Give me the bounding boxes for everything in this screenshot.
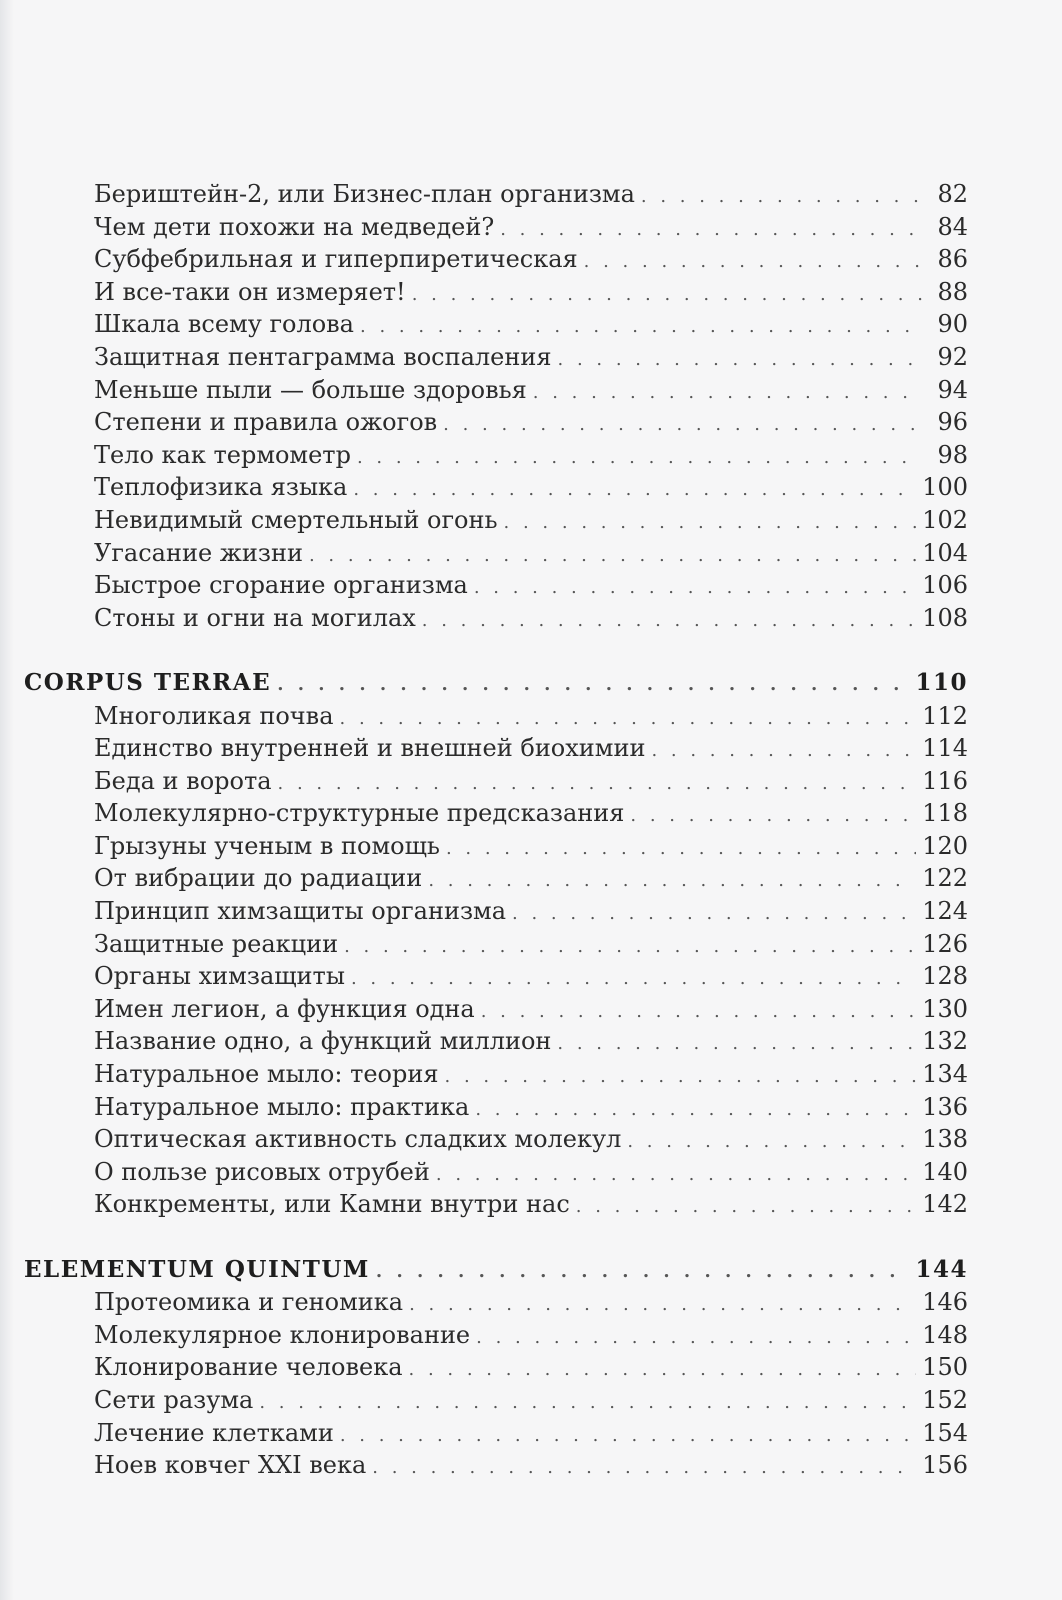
toc-entry-title: Молекулярно-структурные предсказания <box>94 799 625 828</box>
toc-entry <box>24 178 968 211</box>
dot-leader <box>504 507 917 540</box>
toc-entry-page: 134 <box>922 1060 968 1089</box>
toc-entry-title: Протеомика и геномика <box>94 1288 404 1317</box>
dot-leader <box>351 963 916 996</box>
toc-entry <box>24 504 968 537</box>
toc-entry <box>24 1319 968 1352</box>
toc-entry <box>24 211 968 244</box>
dot-leader <box>558 344 922 377</box>
toc-entry <box>24 439 968 472</box>
toc-entry <box>24 569 968 602</box>
toc-entry-title: Защитная пентаграмма воспаления <box>94 342 552 371</box>
toc-entry-page: 136 <box>922 1092 968 1121</box>
toc-entry <box>24 862 968 895</box>
toc-entry <box>24 406 968 439</box>
toc-entry-page: 94 <box>937 375 968 404</box>
dot-leader <box>641 181 922 214</box>
section-spacer <box>24 1221 968 1254</box>
toc-entry <box>24 1417 968 1450</box>
toc-entry <box>24 537 968 570</box>
toc-entry-page: 108 <box>922 603 968 632</box>
toc-entry-page: 84 <box>937 212 968 241</box>
toc-entry-title: Многоликая почва <box>94 701 334 730</box>
toc-entry <box>24 374 968 407</box>
toc-entry-page: 156 <box>922 1451 968 1480</box>
toc-entry <box>24 928 968 961</box>
toc-entry-title: Натуральное мыло: теория <box>94 1060 439 1089</box>
dot-leader <box>557 1028 916 1061</box>
toc-entry <box>24 471 968 504</box>
toc-entry-title: Стоны и огни на могилах <box>94 603 416 632</box>
toc-entry-title: И все-таки он измеряет! <box>94 277 406 306</box>
toc-entry <box>24 830 968 863</box>
dot-leader <box>422 605 916 638</box>
toc-entry-title: Имен легион, а функция одна <box>94 994 475 1023</box>
dot-leader <box>475 1094 916 1127</box>
page-edge-shadow <box>0 0 14 1600</box>
toc-entry <box>24 1156 968 1189</box>
dot-leader <box>309 540 916 573</box>
toc-entry <box>24 1123 968 1156</box>
dot-leader <box>576 1191 916 1224</box>
toc-entry <box>24 1058 968 1091</box>
toc-entry-page: 96 <box>937 408 968 437</box>
toc-entry <box>24 1025 968 1058</box>
toc-entry <box>24 341 968 374</box>
toc-entry-title: Грызуны ученым в помощь <box>94 831 440 860</box>
toc-entry-title: Ноев ковчег XXI века <box>94 1451 367 1480</box>
toc-entry-page: 86 <box>937 245 968 274</box>
toc-entry-page: 150 <box>922 1353 968 1382</box>
dot-leader <box>428 865 916 898</box>
toc-entry <box>24 602 968 635</box>
toc-entry <box>24 993 968 1026</box>
toc-entry-page: 142 <box>922 1190 968 1219</box>
toc-entry <box>24 1449 968 1482</box>
toc-section-heading <box>24 1254 968 1287</box>
toc-entry-title: Шкала всему голова <box>94 310 354 339</box>
dot-leader <box>476 1322 916 1355</box>
dot-leader <box>357 442 922 475</box>
toc-entry <box>24 1351 968 1384</box>
toc-entry-title: От вибрации до радиации <box>94 864 423 893</box>
toc-entry-title: О пользе рисовых отрубей <box>94 1157 430 1186</box>
dot-leader <box>360 311 922 344</box>
toc-entry-title: Оптическая активность сладких молекул <box>94 1125 622 1154</box>
dot-leader <box>259 1387 916 1420</box>
toc-entry-title: Бериштейн-2, или Бизнес-план организма <box>94 180 635 208</box>
toc-entry-page: 154 <box>922 1418 968 1447</box>
toc-entry-title: Чем дети похожи на медведей? <box>94 212 495 241</box>
toc-entry-page: 146 <box>922 1288 968 1317</box>
toc-entry-title: Лечение клетками <box>94 1418 334 1447</box>
dot-leader <box>500 214 922 247</box>
toc-entry-page: 116 <box>922 766 968 795</box>
dot-leader <box>412 279 922 312</box>
toc-entry-page: 104 <box>922 538 968 567</box>
dot-leader <box>278 768 917 801</box>
dot-leader <box>277 669 909 702</box>
toc-entry-page: 122 <box>922 864 968 893</box>
dot-leader <box>409 1354 917 1387</box>
dot-leader <box>474 572 916 605</box>
toc-entry-title: Теплофизика языка <box>94 473 348 502</box>
toc-entry <box>24 797 968 830</box>
toc-entry <box>24 1091 968 1124</box>
table-of-contents <box>24 178 968 1482</box>
toc-entry-title: Сети разума <box>94 1385 254 1414</box>
toc-entry-page: 102 <box>922 505 968 534</box>
toc-section-page: 110 <box>915 668 968 696</box>
toc-entry-title: Конкременты, или Камни внутри нас <box>94 1190 570 1219</box>
dot-leader <box>372 1452 916 1485</box>
toc-entry <box>24 1286 968 1319</box>
toc-entry-title: Субфебрильная и гиперпиретическая <box>94 245 578 274</box>
dot-leader <box>344 931 916 964</box>
toc-entry-title: Единство внутренней и внешней биохимии <box>94 734 646 763</box>
toc-entry-page: 140 <box>922 1157 968 1186</box>
toc-entry-title: Молекулярное клонирование <box>94 1320 471 1349</box>
toc-section-title: ELEMENTUM QUINTUM <box>24 1255 370 1283</box>
toc-entry-page: 92 <box>937 342 968 371</box>
toc-entry-page: 120 <box>922 831 968 860</box>
dot-leader <box>446 833 916 866</box>
toc-section-heading <box>24 667 968 700</box>
toc-entry-title: Клонирование человека <box>94 1353 403 1382</box>
section-spacer <box>24 634 968 667</box>
toc-entry-page: 90 <box>937 310 968 339</box>
toc-entry <box>24 1384 968 1417</box>
toc-entry-page: 128 <box>922 962 968 991</box>
toc-entry-page: 148 <box>922 1320 968 1349</box>
toc-entry-title: Название одно, а функций миллион <box>94 1027 552 1056</box>
toc-entry-page: 106 <box>922 571 968 600</box>
toc-entry-page: 118 <box>922 799 968 828</box>
toc-entry <box>24 732 968 765</box>
dot-leader <box>340 703 917 736</box>
toc-entry-title: Меньше пыли — больше здоровья <box>94 375 527 404</box>
toc-entry-page: 132 <box>922 1027 968 1056</box>
toc-entry <box>24 1188 968 1221</box>
dot-leader <box>436 1159 916 1192</box>
dot-leader <box>584 246 922 279</box>
toc-entry <box>24 276 968 309</box>
dot-leader <box>651 735 916 768</box>
toc-entry-page: 100 <box>922 473 968 502</box>
toc-entry <box>24 700 968 733</box>
toc-entry-title: Тело как термометр <box>94 440 351 469</box>
toc-entry-page: 88 <box>937 277 968 306</box>
dot-leader <box>409 1289 916 1322</box>
dot-leader <box>376 1256 910 1289</box>
toc-section-title: CORPUS TERRAE <box>24 668 272 696</box>
toc-entry-title: Степени и правила ожогов <box>94 408 438 437</box>
toc-entry <box>24 960 968 993</box>
toc-entry-page: 138 <box>922 1125 968 1154</box>
toc-entry-page: 126 <box>922 929 968 958</box>
toc-entry-title: Угасание жизни <box>94 538 303 567</box>
toc-entry-title: Невидимый смертельный огонь <box>94 505 498 534</box>
toc-entry-title: Принцип химзащиты организма <box>94 897 507 926</box>
toc-entry-title: Натуральное мыло: практика <box>94 1092 470 1121</box>
toc-section-page: 144 <box>915 1255 968 1283</box>
toc-entry-page: 152 <box>922 1385 968 1414</box>
toc-entry-page: 130 <box>922 994 968 1023</box>
toc-entry-title: Органы химзащиты <box>94 962 345 991</box>
dot-leader <box>443 409 922 442</box>
dot-leader <box>481 996 916 1029</box>
toc-entry-page: 112 <box>922 701 968 730</box>
toc-entry <box>24 243 968 276</box>
toc-entry-page: 114 <box>922 734 968 763</box>
toc-entry-page: 82 <box>937 180 968 208</box>
dot-leader <box>445 1061 917 1094</box>
toc-entry <box>24 765 968 798</box>
toc-entry <box>24 895 968 928</box>
toc-entry-page: 124 <box>922 897 968 926</box>
toc-entry-title: Беда и ворота <box>94 766 272 795</box>
dot-leader <box>630 800 916 833</box>
toc-entry-page: 98 <box>937 440 968 469</box>
toc-entry <box>24 308 968 341</box>
dot-leader <box>340 1420 916 1453</box>
dot-leader <box>627 1126 916 1159</box>
toc-entry-title: Защитные реакции <box>94 929 339 958</box>
dot-leader <box>353 474 916 507</box>
toc-entry-title: Быстрое сгорание организма <box>94 571 468 600</box>
dot-leader <box>512 898 916 931</box>
dot-leader <box>533 377 922 410</box>
